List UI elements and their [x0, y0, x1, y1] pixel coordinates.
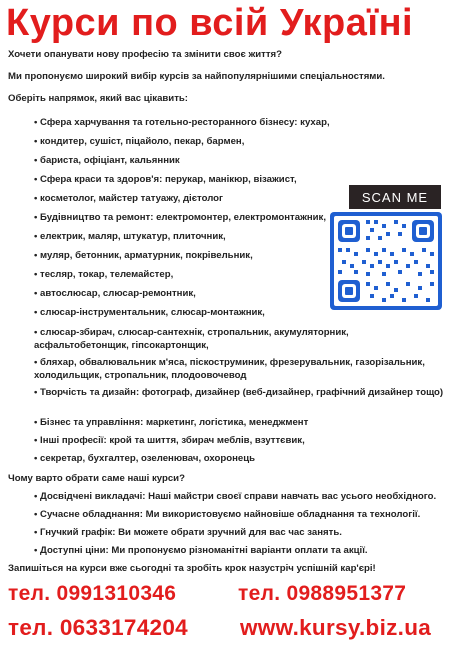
intro-line: Ми пропонуємо широкий вибір курсів за найпопулярнішими спеціальностями.: [8, 71, 385, 82]
direction-item: • Інші професії: крой та шиття, збирач меблів, взуттєвик,: [34, 434, 305, 447]
direction-item: • тесляр, токар, телемайстер,: [34, 268, 173, 281]
phone-number[interactable]: тел. 0991310346: [8, 582, 177, 605]
direction-item: • Творчість та дизайн: фотограф, дизайнер (веб-дизайнер, графічний дизайнер тощо): [34, 386, 454, 399]
advantage-item: • Досвідчені викладачі: Наші майстри своєї справи навчать вас усього необхідного.: [34, 490, 436, 503]
direction-item: • муляр, бетонник, арматурник, покрівельник,: [34, 249, 253, 262]
intro-line: Хочети опанувати нову професію та змінити своє життя?: [8, 49, 283, 60]
phone-number[interactable]: тел. 0633174204: [8, 615, 188, 640]
direction-item: • слюсар-збирач, слюсар-сантехнік, стропальник, акумуляторник, асфальтобетонщик, гіпсокартонщик,: [34, 326, 434, 352]
direction-item: • електрик, маляр, штукатур, плиточник,: [34, 230, 226, 243]
direction-item: • Бізнес та управління: маркетинг, логістика, менеджмент: [34, 416, 308, 429]
direction-item: • косметолог, майстер татуажу, дієтолог: [34, 192, 223, 205]
scan-me-label: SCAN ME: [349, 185, 441, 209]
advantage-item: • Сучасне обладнання: Ми використовуємо найновіше обладнання та технології.: [34, 508, 420, 521]
direction-item: • секретар, бухгалтер, озеленювач, охоронець: [34, 452, 255, 465]
direction-item: • кондитер, сушіст, піцайоло, пекар, бармен,: [34, 135, 244, 148]
advantage-item: • Гнучкий графік: Ви можете обрати зручний для вас час занять.: [34, 526, 342, 539]
flyer-title: Курси по всій Україні: [6, 2, 414, 44]
direction-item: • бариста, офіціант, кальянник: [34, 154, 180, 167]
advantage-item: • Доступні ціни: Ми пропонуємо різноманітні варіанти оплати та акції.: [34, 544, 368, 557]
why-heading: Чому варто обрати саме наші курси?: [8, 473, 185, 484]
website-link[interactable]: www.kursy.biz.ua: [240, 615, 432, 640]
intro-line: Оберіть напрямок, який вас цікавить:: [8, 93, 188, 104]
direction-item: • Сфера краси та здоров'я: перукар, манікюр, візажист,: [34, 173, 297, 186]
direction-item: • Сфера харчування та готельно-ресторанного бізнесу: кухар,: [34, 116, 330, 129]
call-to-action: Запишіться на курси вже сьогодні та зробіть крок назустріч успішній кар'єрі!: [8, 563, 376, 574]
direction-item: • бляхар, обвалювальник м'яса, піскоструминик, фрезерувальник, газорізальник, холодильщик, стропальник, плодоовочевод: [34, 356, 454, 382]
phone-number[interactable]: тел. 0988951377: [238, 582, 407, 605]
direction-item: • Будівництво та ремонт: електромонтер, електромонтажник,: [34, 211, 326, 224]
direction-item: • автослюсар, слюсар-ремонтник,: [34, 287, 196, 300]
qr-code-icon[interactable]: [330, 212, 442, 310]
direction-item: • слюсар-інструментальник, слюсар-монтажник,: [34, 306, 265, 319]
